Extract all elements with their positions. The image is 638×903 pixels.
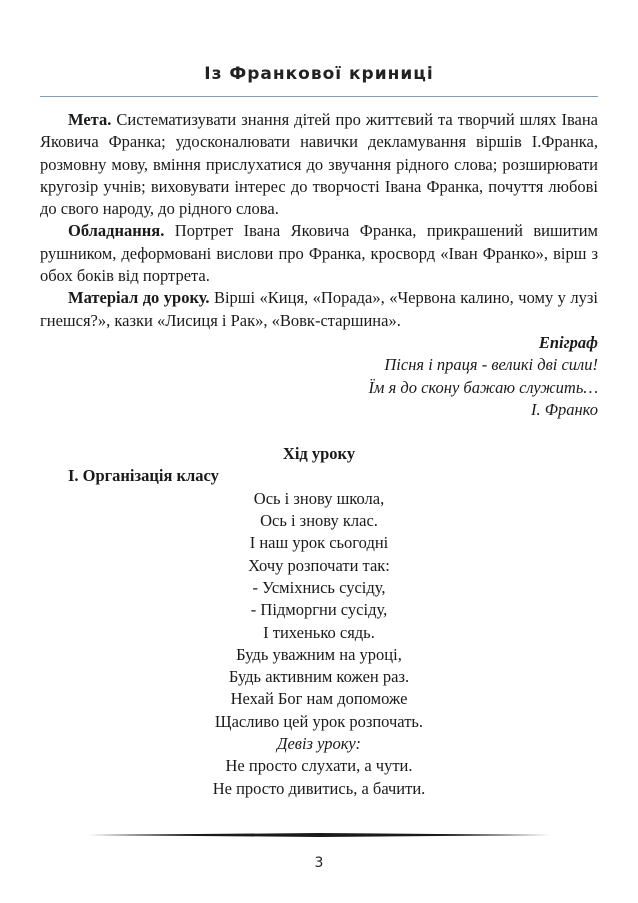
section-heading: І. Організація класу	[68, 466, 219, 486]
motto-line: Не просто дивитись, а бачити.	[212, 778, 426, 798]
poem-line: Нехай Бог нам допоможе	[230, 689, 408, 709]
material-text: Вірші «Киця, «Порада», «Червона калино, чому у лузі гнешся?», казки «Лисиця і Рак», «Вовк-старшина».	[40, 288, 598, 330]
poem-line: - Підморгни сусіду,	[250, 600, 388, 620]
poem-line: І тихенько сядь.	[263, 622, 375, 642]
goal-paragraph	[40, 109, 598, 220]
poem-line: Ось і знову клас.	[260, 511, 378, 531]
epigraph-line: Їм я до скону бажаю служить…	[368, 377, 598, 397]
page-number: 3	[314, 855, 324, 871]
equipment-paragraph	[40, 220, 598, 287]
lesson-heading: Хід уроку	[282, 444, 356, 464]
motto-line: Не просто слухати, а чути.	[225, 756, 413, 776]
equipment-text: Портрет Івана Яковича Франка, прикрашений вишитим рушником, деформовані вислови про Франка, кросворд «Іван Франко», вірш з обох боків від портрета.	[40, 221, 598, 286]
epigraph-heading: Епіграф	[538, 332, 598, 352]
material-paragraph	[40, 287, 598, 332]
poem-line: - Усміхнись сусіду,	[252, 577, 386, 597]
goal-text: Систематизувати знання дітей про життєвий та творчий шлях Івана Яковича Франка; удосконалювати навички декламування віршів І.Франка, розмовну мову, вміння прислухатися до звучання рідного слова; розширювати кругозір учнів; виховувати інтерес до творчості Івана Франка, почуття любові до свого народу, до рідного слова.	[40, 110, 598, 219]
poem-line: Ось і знову школа,	[253, 488, 385, 508]
header-divider	[40, 96, 598, 97]
epigraph-line: Пісня і праця - великі дві сили!	[384, 355, 598, 375]
spacer	[40, 421, 598, 443]
epigraph-author: І. Франко	[530, 399, 598, 419]
poem-line: Будь уважним на уроці,	[236, 644, 402, 664]
poem-line: Будь активним кожен раз.	[228, 667, 410, 687]
footer-divider	[88, 833, 550, 837]
motto-label: Девіз уроку:	[276, 734, 362, 754]
material-label: Матеріал до уроку.	[68, 288, 210, 308]
goal-label: Мета.	[68, 110, 112, 129]
equipment-label: Обладнання.	[68, 221, 165, 241]
poem-line: Щасливо цей урок розпочать.	[214, 711, 424, 731]
document-body	[40, 109, 598, 800]
poem-line: Хочу розпочати так:	[248, 555, 390, 575]
page-header-title: Із Франкової криниці	[204, 64, 434, 84]
poem-line: І наш урок сьогодні	[249, 533, 389, 553]
